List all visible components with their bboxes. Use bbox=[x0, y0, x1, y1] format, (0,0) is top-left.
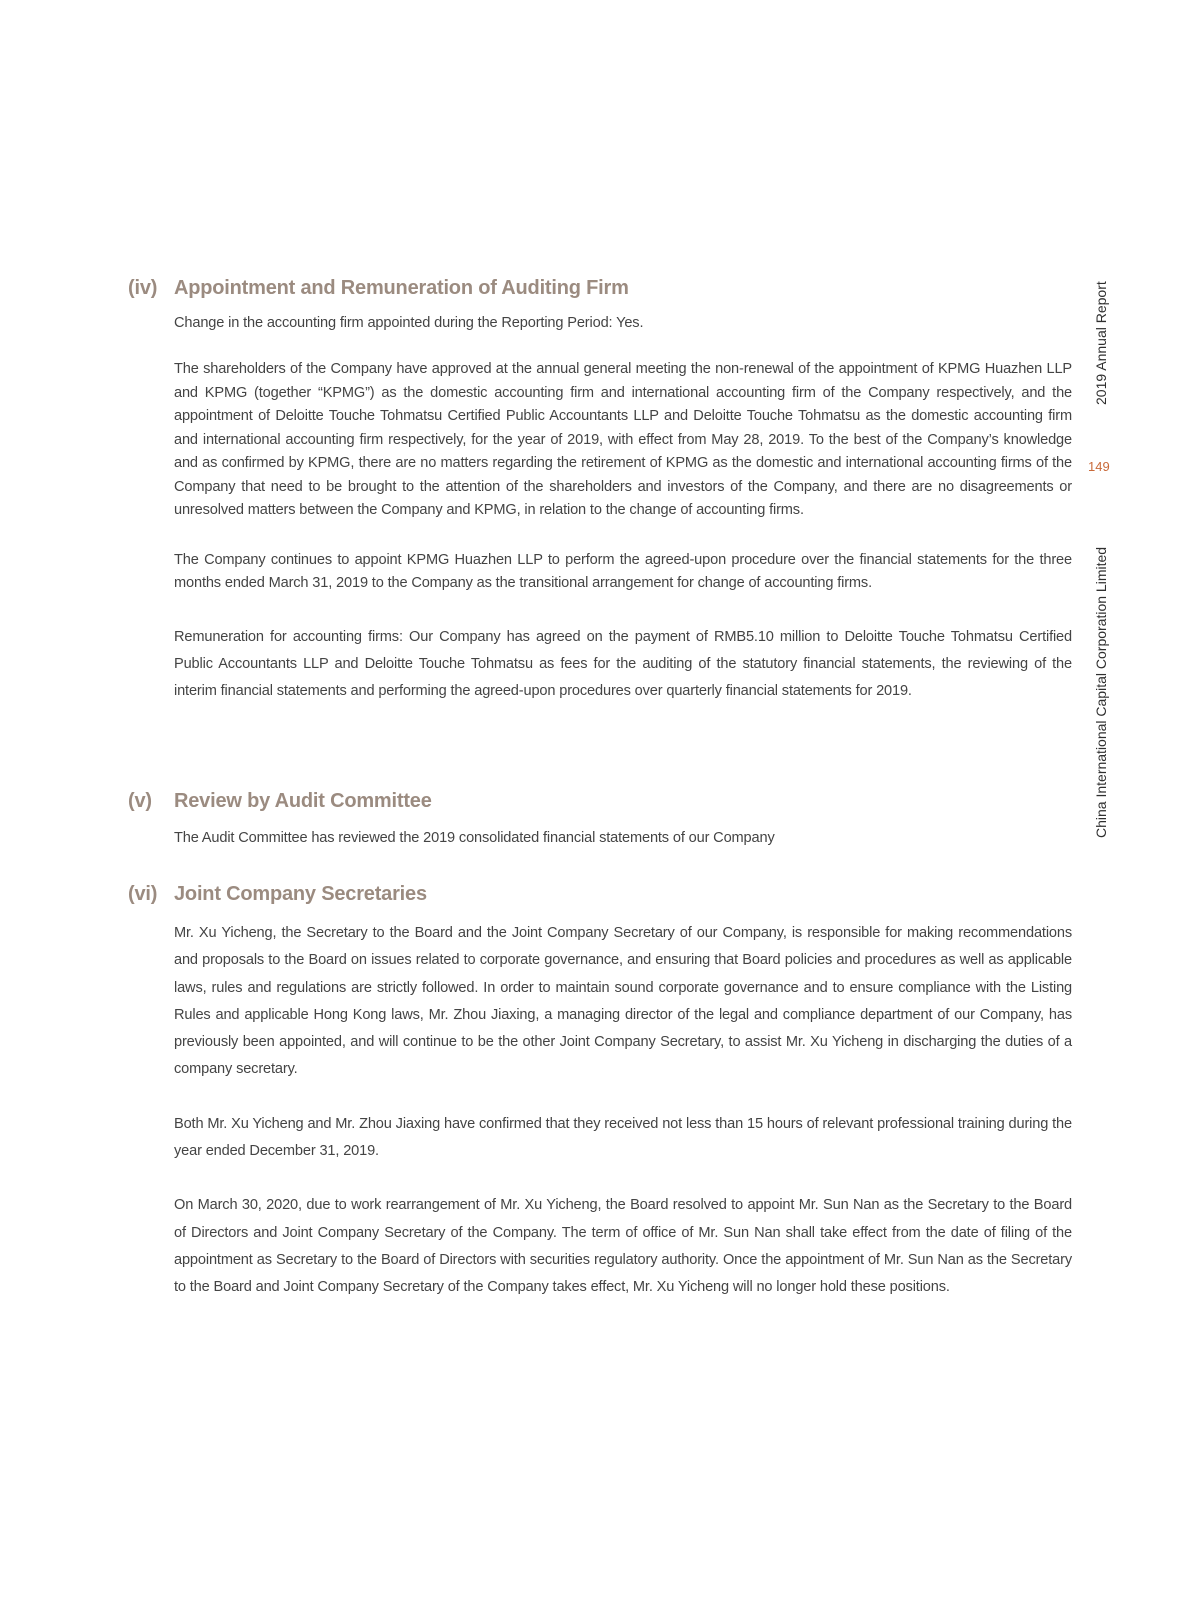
section-body bbox=[174, 313, 1072, 705]
section-number: (vi) bbox=[128, 883, 158, 905]
section-audit-committee bbox=[128, 790, 1072, 848]
section-heading bbox=[128, 790, 1072, 813]
section-title: Joint Company Secretaries bbox=[174, 883, 427, 905]
paragraph: Both Mr. Xu Yicheng and Mr. Zhou Jiaxing have confirmed that they received not less than 15 hours of relevant professional training during the year ended December 31, 2019. bbox=[174, 1115, 1072, 1160]
section-body bbox=[174, 920, 1072, 1302]
section-body bbox=[174, 828, 1072, 848]
paragraph: The Audit Committee has reviewed the 2019 consolidated financial statements of our Company bbox=[174, 830, 775, 846]
report-title: 2019 Annual Report bbox=[1093, 281, 1109, 405]
paragraph: Change in the accounting firm appointed during the Reporting Period: Yes. bbox=[174, 315, 644, 331]
paragraph: The Company continues to appoint KPMG Huazhen LLP to perform the agreed-upon procedure over the financial statements for the three months ended March 31, 2019 to the Company as the transitional arrangement for change of accounting firms. bbox=[174, 551, 1072, 591]
section-heading bbox=[128, 277, 1072, 300]
section-joint-company-secretaries bbox=[128, 883, 1072, 1302]
page-number: 149 bbox=[1088, 459, 1110, 474]
section-heading bbox=[128, 883, 1072, 906]
company-name: China International Capital Corporation Limited bbox=[1093, 546, 1109, 838]
paragraph: Remuneration for accounting firms: Our Company has agreed on the payment of RMB5.10 million to Deloitte Touche Tohmatsu Certified Public Accountants LLP and Deloitte Touche Tohmatsu as fees for the auditing of the statutory financial statements, the reviewing of the interim financial statements and performing the agreed-upon procedures over quarterly financial statements for 2019. bbox=[174, 628, 1072, 700]
section-title: Appointment and Remuneration of Auditing Firm bbox=[174, 277, 629, 299]
section-number: (iv) bbox=[128, 277, 158, 299]
paragraph: The shareholders of the Company have approved at the annual general meeting the non-renewal of the appointment of KPMG Huazhen LLP and KPMG (together “KPMG”) as the domestic accounting firm and international accounting firm of the Company respectively, and the appointment of Deloitte Touche Tohmatsu Certified Public Accountants LLP and Deloitte Touche Tohmatsu as the domestic accounting firm and international accounting firm respectively, for the year of 2019, with effect from May 28, 2019. To the best of the Company’s knowledge and as confirmed by KPMG, there are no matters regarding the retirement of KPMG as the domestic and international accounting firms of the Company that need to be brought to the attention of the shareholders and investors of the Company, and there are no disagreements or unresolved matters between the Company and KPMG, in relation to the change of accounting firms. bbox=[174, 361, 1072, 518]
section-title: Review by Audit Committee bbox=[174, 790, 432, 812]
paragraph: On March 30, 2020, due to work rearrangement of Mr. Xu Yicheng, the Board resolved to appoint Mr. Sun Nan as the Secretary to the Board of Directors and Joint Company Secretary of the Company. The term of office of Mr. Sun Nan shall take effect from the date of filing of the appointment as Secretary to the Board of Directors with securities regulatory authority. Once the appointment of Mr. Sun Nan as the Secretary to the Board and Joint Company Secretary of the Company takes effect, Mr. Xu Yicheng will no longer hold these positions. bbox=[174, 1197, 1072, 1296]
section-auditing-firm bbox=[128, 277, 1072, 705]
section-number: (v) bbox=[128, 790, 152, 812]
paragraph: Mr. Xu Yicheng, the Secretary to the Board and the Joint Company Secretary of our Company, is responsible for making recommendations and proposals to the Board on issues related to corporate governance, and ensuring that Board policies and procedures as well as applicable laws, rules and regulations are strictly followed. In order to maintain sound corporate governance and to ensure compliance with the Listing Rules and applicable Hong Kong laws, Mr. Zhou Jiaxing, a managing director of the legal and compliance department of our Company, has previously been appointed, and will continue to be the other Joint Company Secretary, to assist Mr. Xu Yicheng in discharging the duties of a company secretary. bbox=[174, 925, 1072, 1078]
